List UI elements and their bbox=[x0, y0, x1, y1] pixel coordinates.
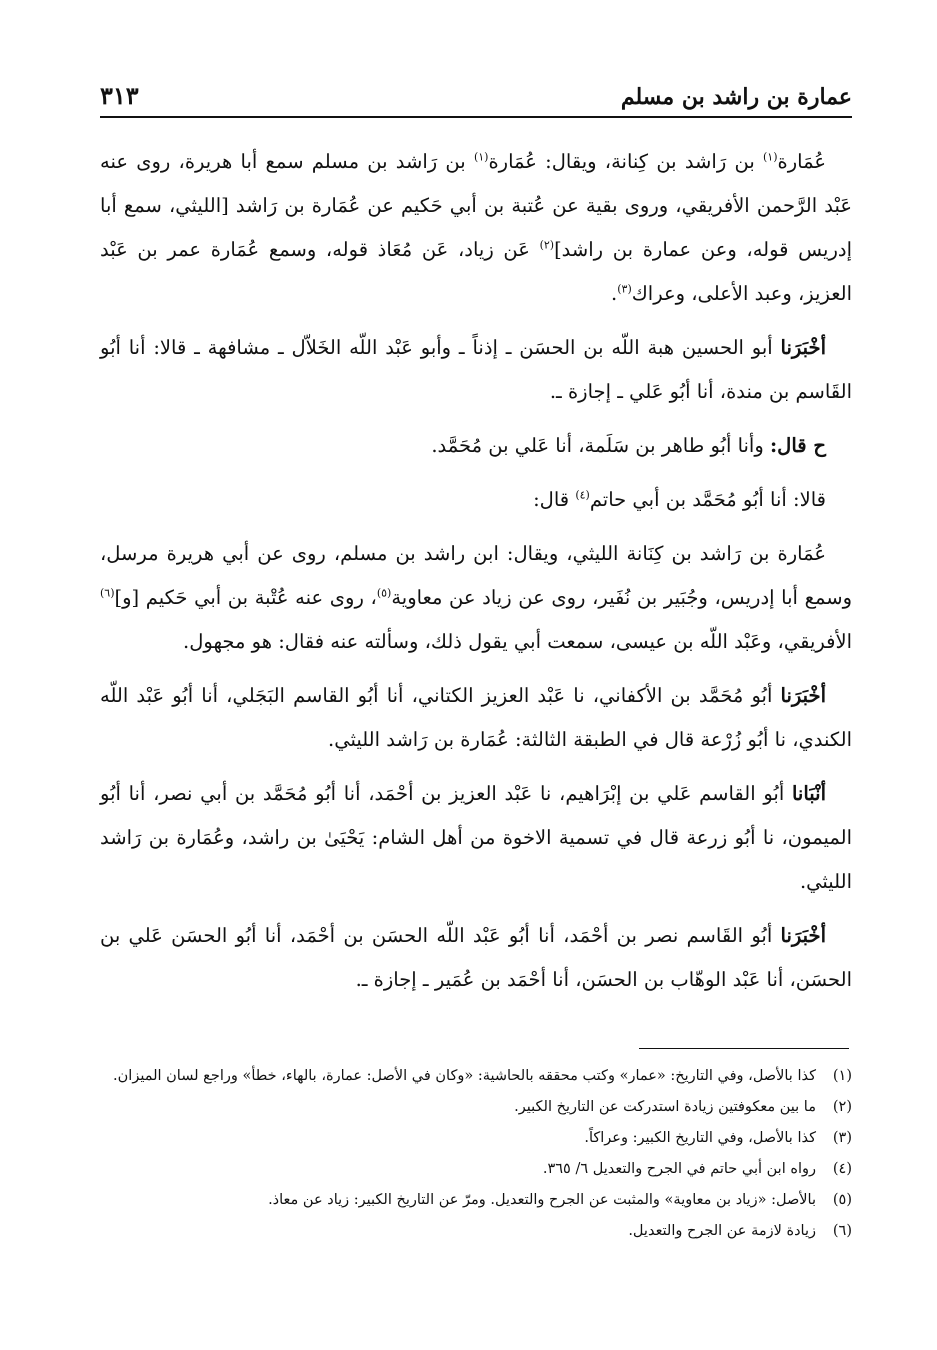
footnote-text: كذا بالأصل، وفي التاريخ: «عمار» وكتب محققه بالحاشية: «وكان في الأصل: عمارة، بالهاء، خطأ» وراجع لسان الميزان. bbox=[113, 1068, 816, 1084]
footnote-divider bbox=[639, 1048, 849, 1049]
footnote-ref: (٣) bbox=[617, 282, 632, 296]
footnote-item bbox=[96, 1217, 852, 1245]
footnotes bbox=[96, 1062, 852, 1248]
paragraph-6 bbox=[100, 674, 852, 762]
footnote-number: (٣) bbox=[832, 1130, 852, 1146]
text-run: عَن زياد، عَن مُعَاذ قوله، وسمع عُمَارة عمر بن عَبْد العزيز، وعبد الأعلى، وعراك bbox=[100, 238, 852, 305]
footnote-number: (٤) bbox=[832, 1161, 852, 1177]
footnote-ref: (١) bbox=[762, 150, 778, 164]
text-run: ، روى عنه عُتْبة بن أبي حَكيم [و] bbox=[114, 586, 377, 609]
footnote-item bbox=[96, 1093, 852, 1121]
footnote-number: (٦) bbox=[832, 1223, 852, 1239]
text-run: وأنا أبُو طاهر بن سَلَمة، أنا عَلي بن مُحَمَّد. bbox=[431, 434, 770, 457]
main-text bbox=[100, 140, 852, 1012]
footnote-text: زيادة لازمة عن الجرح والتعديل. bbox=[628, 1223, 816, 1239]
footnote-ref: (٥) bbox=[376, 586, 392, 600]
isnad-lead: أخْبَرَنا bbox=[780, 336, 826, 359]
footnote-ref: (٤) bbox=[575, 488, 590, 502]
footnote-text: ما بين معكوفتين زيادة استدركت عن التاريخ الكبير. bbox=[514, 1099, 816, 1115]
paragraph-5 bbox=[100, 532, 852, 664]
footnote-number: (٢) bbox=[832, 1099, 852, 1115]
page-header bbox=[100, 68, 852, 118]
isnad-lead: أخْبَرَنا bbox=[780, 924, 826, 947]
paragraph-8 bbox=[100, 914, 852, 1002]
text-run: أبُو القَاسم نصر بن أحْمَد، أنا أبُو عَبْد اللّه الحسَن بن أحْمَد، أنا أبُو الحسَن عَلي بن الحسَن، أنا عَبْد الوهّاب بن الحسَن، أنا أحْمَد بن عُمَير ـ إجازة ـ. bbox=[100, 924, 852, 991]
text-run: الأفريقي، وعَبْد اللّه بن عيسى، سمعت أبي يقول ذلك، وسألته عنه فقال: هو مجهول. bbox=[183, 630, 852, 653]
footnote-text: بالأصل: «زياد بن معاوية» والمثبت عن الجرح والتعديل. ومرّ عن التاريخ الكبير: زياد عن معاذ. bbox=[268, 1192, 816, 1208]
footnote-item bbox=[96, 1062, 852, 1090]
isnad-lead: أخْبَرَنا bbox=[780, 684, 826, 707]
isnad-lead: أنْبَانا bbox=[791, 782, 826, 805]
text-run: أبُو القاسم عَلي بن إبْرَاهيم، نا عَبْد العزيز بن أحْمَد، أنا أبُو مُحَمَّد بن أبي نصر، أنا أبُو الميمون، نا أبُو زرعة قال في تسمية الاخوة من أهل الشام: يَحْيَىٰ بن راشد، وعُمَارة بن رَاشد الليثي. bbox=[100, 782, 852, 893]
running-title: عمارة بن راشد بن مسلم bbox=[620, 84, 852, 110]
footnote-text: كذا بالأصل، وفي التاريخ الكبير: وعراكاً. bbox=[584, 1130, 816, 1146]
text-run: عُمَارة بن رَاشد بن كِنَانة الليثي، ويقال: ابن راشد بن مسلم، روى عن أبي هريرة مرسل، وسمع أبا إدريس، وجُبَير بن نُفَير، روى عن زياد عن معاوية bbox=[100, 542, 852, 609]
footnote-item bbox=[96, 1155, 852, 1183]
text-run: قال: bbox=[533, 488, 576, 511]
paragraph-2 bbox=[100, 326, 852, 414]
footnote-item bbox=[96, 1124, 852, 1152]
paragraph-3 bbox=[100, 424, 852, 468]
isnad-lead: ح قال: bbox=[769, 434, 826, 457]
text-run: أبو الحسين هبة اللّه بن الحسَن ـ إذناً ـ وأبو عَبْد اللّه الخَلاّل ـ مشافهة ـ قالا: أنا أبُو القَاسم بن مندة، أنا أبُو عَلي ـ إجازة ـ. bbox=[100, 336, 852, 403]
footnote-item bbox=[96, 1186, 852, 1214]
footnote-ref: (١) bbox=[473, 150, 489, 164]
text-run: أبُو مُحَمَّد بن الأكفاني، نا عَبْد العزيز الكتاني، أنا أبُو القاسم البَجَلي، أنا أبُو عَبْد اللّه الكندي، نا أبُو زُرْعة قال في الطبقة الثالثة: عُمَارة بن رَاشد الليثي. bbox=[100, 684, 852, 751]
footnote-text: رواه ابن أبي حاتم في الجرح والتعديل ٦/ ٣٦٥. bbox=[542, 1161, 816, 1177]
text-run: بن رَاشد بن كِنانة، ويقال: عُمَارة bbox=[488, 150, 763, 173]
footnote-ref: (٢) bbox=[539, 238, 555, 252]
paragraph-7 bbox=[100, 772, 852, 904]
footnote-number: (٥) bbox=[832, 1192, 852, 1208]
page-number: ٣١٣ bbox=[100, 81, 139, 110]
paragraph-4 bbox=[100, 478, 852, 522]
text-run: بن رَاشد بن مسلم سمع أبا هريرة، روى عنه عَبْد الرَّحمن الأفريقي، وروى بقية عن عُتبة بن أبي حَكيم عن عُمَارة بن رَاشد [الليثي، سمع أبا إدريس قوله، وعن عمارة بن راشد] bbox=[100, 150, 852, 261]
footnote-number: (١) bbox=[832, 1068, 852, 1084]
paragraph-1 bbox=[100, 140, 852, 316]
text-run: قالا: أنا أبُو مُحَمَّد بن أبي حاتم bbox=[589, 488, 826, 511]
text-run: . bbox=[611, 282, 618, 305]
footnote-ref: (٦) bbox=[100, 586, 115, 600]
text-run: عُمَارة bbox=[777, 150, 826, 173]
